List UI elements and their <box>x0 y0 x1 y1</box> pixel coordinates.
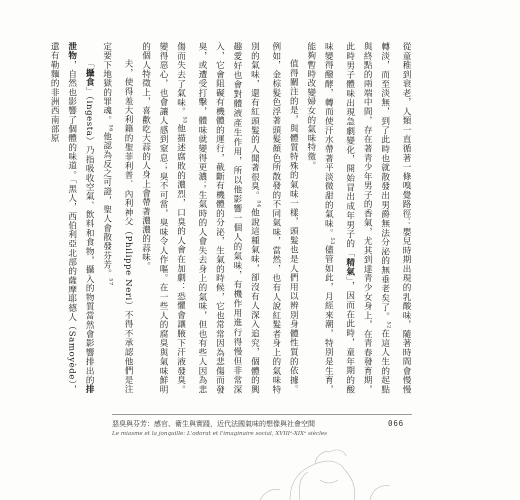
paragraph <box>45 42 98 394</box>
text-run: 他描述腐敗的濃烈，口臭的人會在加劇：恐懼會讓腋下汗液發臭。變得惡心，也會讓人感到窒息；臭不可當，臭味令人作嘔。在一些人的腐臭與氣味鮮明的個人特徵上，喜歡吃大蒜的人身上會帶著濃濃的蒜味。 <box>140 42 186 394</box>
text-run: 」（ingesta）乃指吸收空氣、飲料和食物，攝入的物質當然會影響排出的 <box>84 86 95 385</box>
text-run: 他認為反之可證，聖人會散發芬芳。 <box>101 131 112 279</box>
paragraph <box>97 42 136 394</box>
emphasized-term: 攝食 <box>84 68 95 87</box>
paragraph <box>136 42 301 394</box>
text-run: ，自然也影響了個體的味道。「黑人，西伯利亞北部的薩摩耶德人（Samoyède），還有勒麵的非洲西南部原 <box>49 42 77 394</box>
text-run: 」，因而在此時，童年期的酸味變得醱酵，轉而使汗水帶著平淡微甜的氣味。 <box>323 42 355 394</box>
footnote-marker: 54 <box>255 200 262 208</box>
text-run: 儘管如此，月經來潮，特別是生育，能夠暫時改變婦女的氣味特徵。 <box>305 42 334 394</box>
footer-divider <box>112 414 412 415</box>
footnote-marker: 52 <box>385 321 392 329</box>
text-run: 他說這種氣味，卻沒有人深入追究，個體的興趣愛好也會對體液產生作用，所以他影響一個人的氣味，有機作用進行得慢但非常深入，它會阻礙有機體的運行，截斷有機體的分泌，生氣的時候，它也常常因為悲傷而發臭，或遭受打擊，體味就變得更濃；生氣時的人會失去身上的氣味，但也有些人因為悲傷而失去了氣味。 <box>175 42 260 394</box>
running-title: 惡臭與芬芳：感官、衛生與實踐，近代法國氣味的想像與社會空間 <box>112 420 315 428</box>
text-run: 「 <box>84 59 95 69</box>
footnote-marker: 53 <box>329 237 336 246</box>
main-text-column <box>49 42 414 394</box>
text-run: 從童稚到衰老，人類一直循著一條嗅覺路徑：嬰兒時期出現的乳酸味，隨著時間會慢慢轉淡，而至淡無，到了此時也就散發出男爵無法分泌的無垂老矣了。 <box>379 42 411 394</box>
footnote-marker: 57 <box>107 278 114 286</box>
footnote-marker: 56 <box>107 124 114 132</box>
engraving-sketch-icon <box>140 440 420 500</box>
text-run: 值得關注的是，與體質特殊的氣味一樣，頭髮也是人們用以辨別身體性質的依據。例如，金棕髮色浮著頭髮顏色所散發的不同氣味，當然，也有人說紅髮者身上的氣味特別的氣味，還有紅頭髮的人聞著很臭。 <box>249 42 299 394</box>
text-run: 夫，使得羞大利籍的聖菲利普．內利神父（Philippe Neri）不得不承認他們是注定要下地獄的罪魂。 <box>101 42 134 394</box>
page-number: 066 <box>388 419 404 428</box>
emphasized-term: 精氣 <box>344 257 355 277</box>
text-run: 在這人生的起點與終點的兩端中間，存在著青少年男子的香氣，尤其到達青少女身上，在青春發育期，此時男子體味出現急劇變化，開始冒出成年男子的「 <box>344 42 390 394</box>
paragraph <box>301 42 414 394</box>
footnote-marker: 55 <box>181 116 188 124</box>
running-subtitle: Le miasme et la jonquille: L'odorat et l'imaginaire social, XVIIIᵉ-XIXᵉ siècles <box>112 431 328 437</box>
emphasized-term: 排泄物 <box>66 42 95 394</box>
